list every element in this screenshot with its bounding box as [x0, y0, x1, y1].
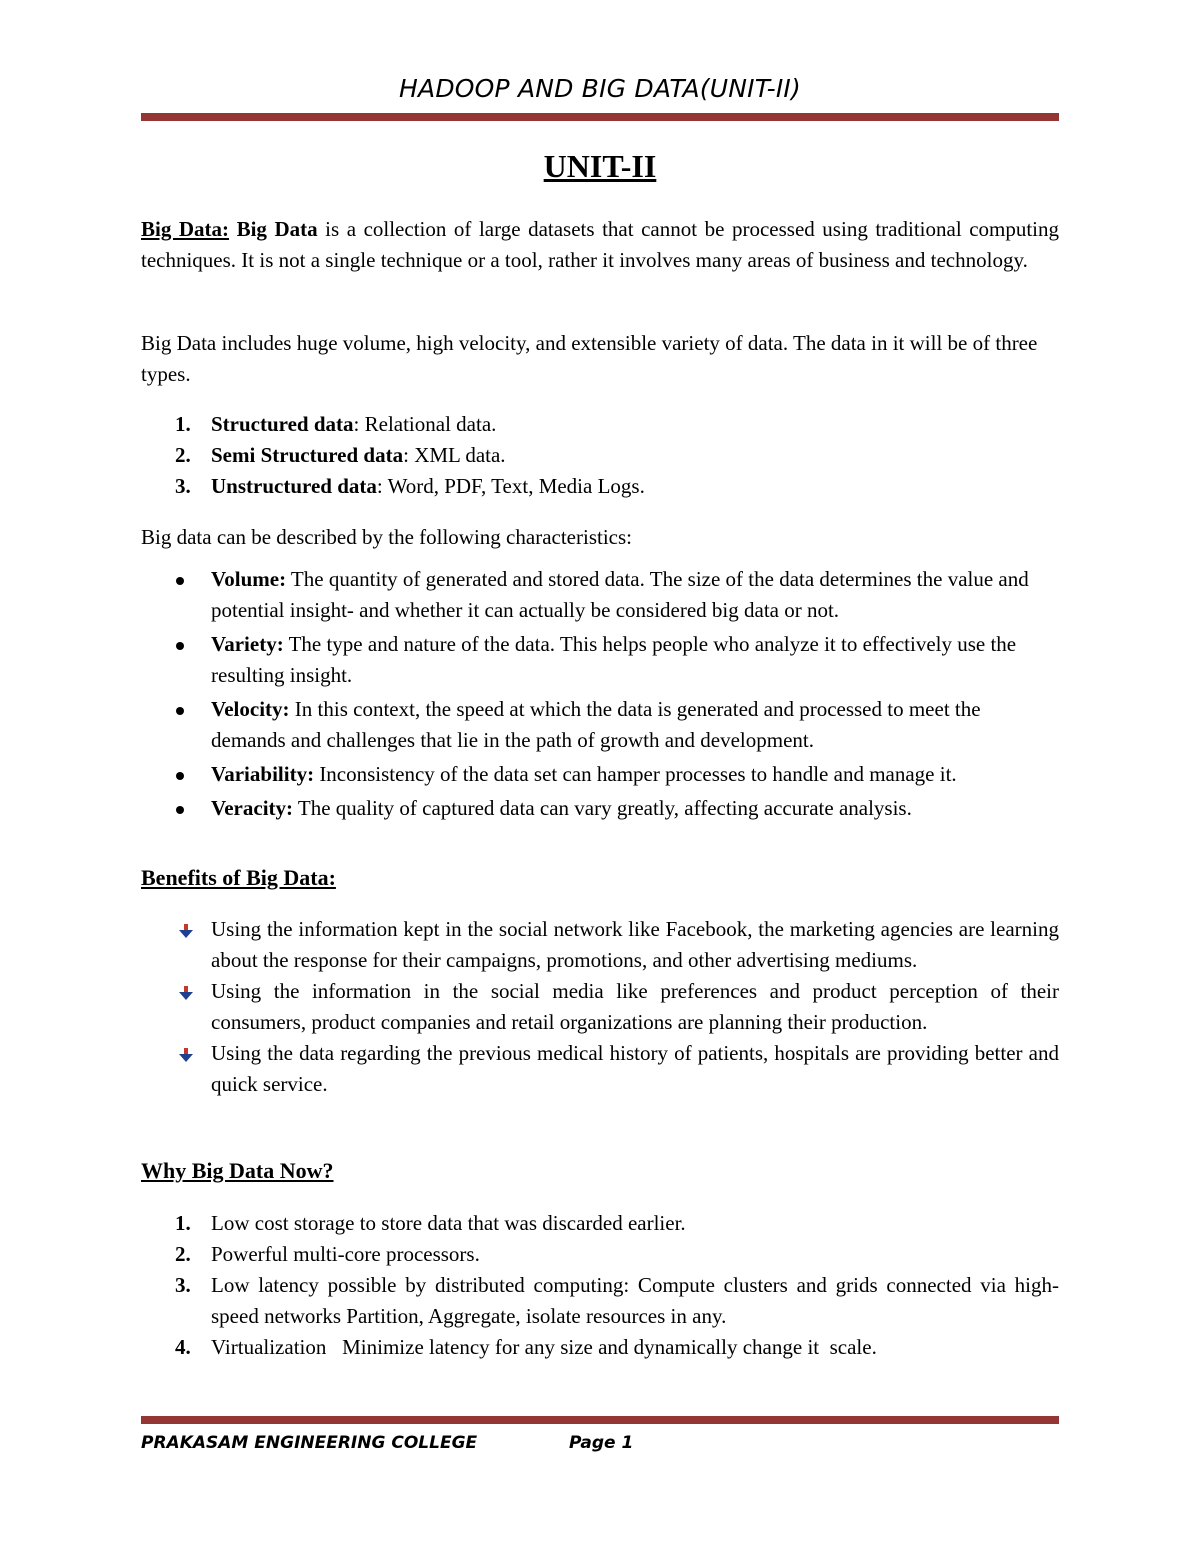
arrow-down-bullet-icon — [179, 924, 193, 938]
list-item — [141, 1239, 1059, 1270]
arrow-down-bullet-icon — [179, 986, 193, 1000]
intro-text: is a collection of large datasets that cannot be processed using traditional computing techniques. It is not a single technique or a tool, rather it involves many areas of business and technology. — [141, 217, 1060, 272]
intro-lead: Big Data: — [141, 217, 230, 241]
bullet-icon — [176, 707, 184, 715]
why-text: Low cost storage to store data that was discarded earlier. — [211, 1211, 686, 1235]
list-item — [141, 914, 1059, 976]
characteristic-term: Variety: — [211, 632, 284, 656]
benefits-heading: Benefits of Big Data: — [141, 865, 336, 890]
list-item — [141, 694, 1059, 756]
list-item — [141, 440, 1059, 471]
header-rule — [141, 113, 1059, 121]
why-list — [141, 1208, 1059, 1363]
list-number: 1. — [175, 1211, 191, 1235]
bullet-icon — [176, 577, 184, 585]
list-number: 3. — [175, 474, 191, 498]
list-number: 4. — [175, 1335, 191, 1359]
benefit-text: Using the data regarding the previous medical history of patients, hospitals are providing better and quick service. — [211, 1041, 1059, 1096]
list-number: 2. — [175, 443, 191, 467]
list-item — [141, 629, 1059, 691]
list-number: 3. — [175, 1273, 191, 1297]
page-header-title: HADOOP AND BIG DATA(UNIT-II) — [399, 74, 801, 103]
list-item — [141, 759, 1059, 790]
characteristic-term: Volume: — [211, 567, 287, 591]
benefit-text: Using the information kept in the social network like Facebook, the marketing agencies are learning about the response for their campaigns, promotions, and other advertising mediums. — [211, 917, 1059, 972]
characteristic-text: The quantity of generated and stored data. The size of the data determines the value and potential insight- and whether it can actually be considered big data or not. — [211, 567, 1029, 622]
intro-paragraph — [141, 214, 1059, 276]
characteristic-text: Inconsistency of the data set can hamper processes to handle and manage it. — [314, 762, 957, 786]
type-text: : Word, PDF, Text, Media Logs. — [376, 474, 645, 498]
why-text: Virtualization Minimize latency for any size and dynamically change it scale. — [211, 1335, 877, 1359]
footer-page-number: Page 1 — [569, 1433, 634, 1453]
characteristic-text: The quality of captured data can vary greatly, affecting accurate analysis. — [293, 796, 912, 820]
list-item — [141, 1208, 1059, 1239]
list-item — [141, 564, 1059, 626]
intro-term: Big Data — [236, 217, 318, 241]
list-item — [141, 793, 1059, 824]
list-number: 2. — [175, 1242, 191, 1266]
why-heading: Why Big Data Now? — [141, 1158, 334, 1183]
list-item — [141, 1038, 1059, 1100]
type-text: : Relational data. — [353, 412, 497, 436]
data-types-list — [141, 409, 1059, 502]
bullet-icon — [176, 642, 184, 650]
type-term: Structured data — [211, 412, 354, 436]
type-term: Unstructured data — [211, 474, 377, 498]
benefits-list — [141, 914, 1059, 1100]
type-term: Semi Structured data — [211, 443, 404, 467]
list-item — [141, 471, 1059, 502]
bullet-icon — [176, 806, 184, 814]
footer-rule — [141, 1416, 1059, 1424]
arrow-down-bullet-icon — [179, 1048, 193, 1062]
characteristic-text: In this context, the speed at which the data is generated and processed to meet the demands and challenges that lie in the path of growth and development. — [211, 697, 981, 752]
list-item — [141, 409, 1059, 440]
bullet-icon — [176, 772, 184, 780]
type-text: : XML data. — [403, 443, 506, 467]
benefit-text: Using the information in the social media like preferences and product perception of their consumers, product companies and retail organizations are planning their production. — [211, 979, 1059, 1034]
characteristics-intro: Big data can be described by the following characteristics: — [141, 525, 632, 549]
list-number: 1. — [175, 412, 191, 436]
characteristic-term: Veracity: — [211, 796, 294, 820]
document-title: UNIT-II — [543, 148, 657, 184]
list-item — [141, 1332, 1059, 1363]
types-intro-paragraph: Big Data includes huge volume, high velocity, and extensible variety of data. The data in it will be of three types. — [141, 331, 1038, 386]
characteristics-list — [141, 564, 1059, 827]
footer-college: PRAKASAM ENGINEERING COLLEGE — [141, 1433, 478, 1453]
characteristic-term: Variability: — [211, 762, 315, 786]
why-text: Low latency possible by distributed computing: Compute clusters and grids connected via high-speed networks Partition, Aggregate, isolate resources in any. — [211, 1273, 1059, 1328]
why-text: Powerful multi-core processors. — [211, 1242, 480, 1266]
characteristic-text: The type and nature of the data. This helps people who analyze it to effectively use the resulting insight. — [211, 632, 1017, 687]
list-item — [141, 1270, 1059, 1332]
list-item — [141, 976, 1059, 1038]
characteristic-term: Velocity: — [211, 697, 290, 721]
